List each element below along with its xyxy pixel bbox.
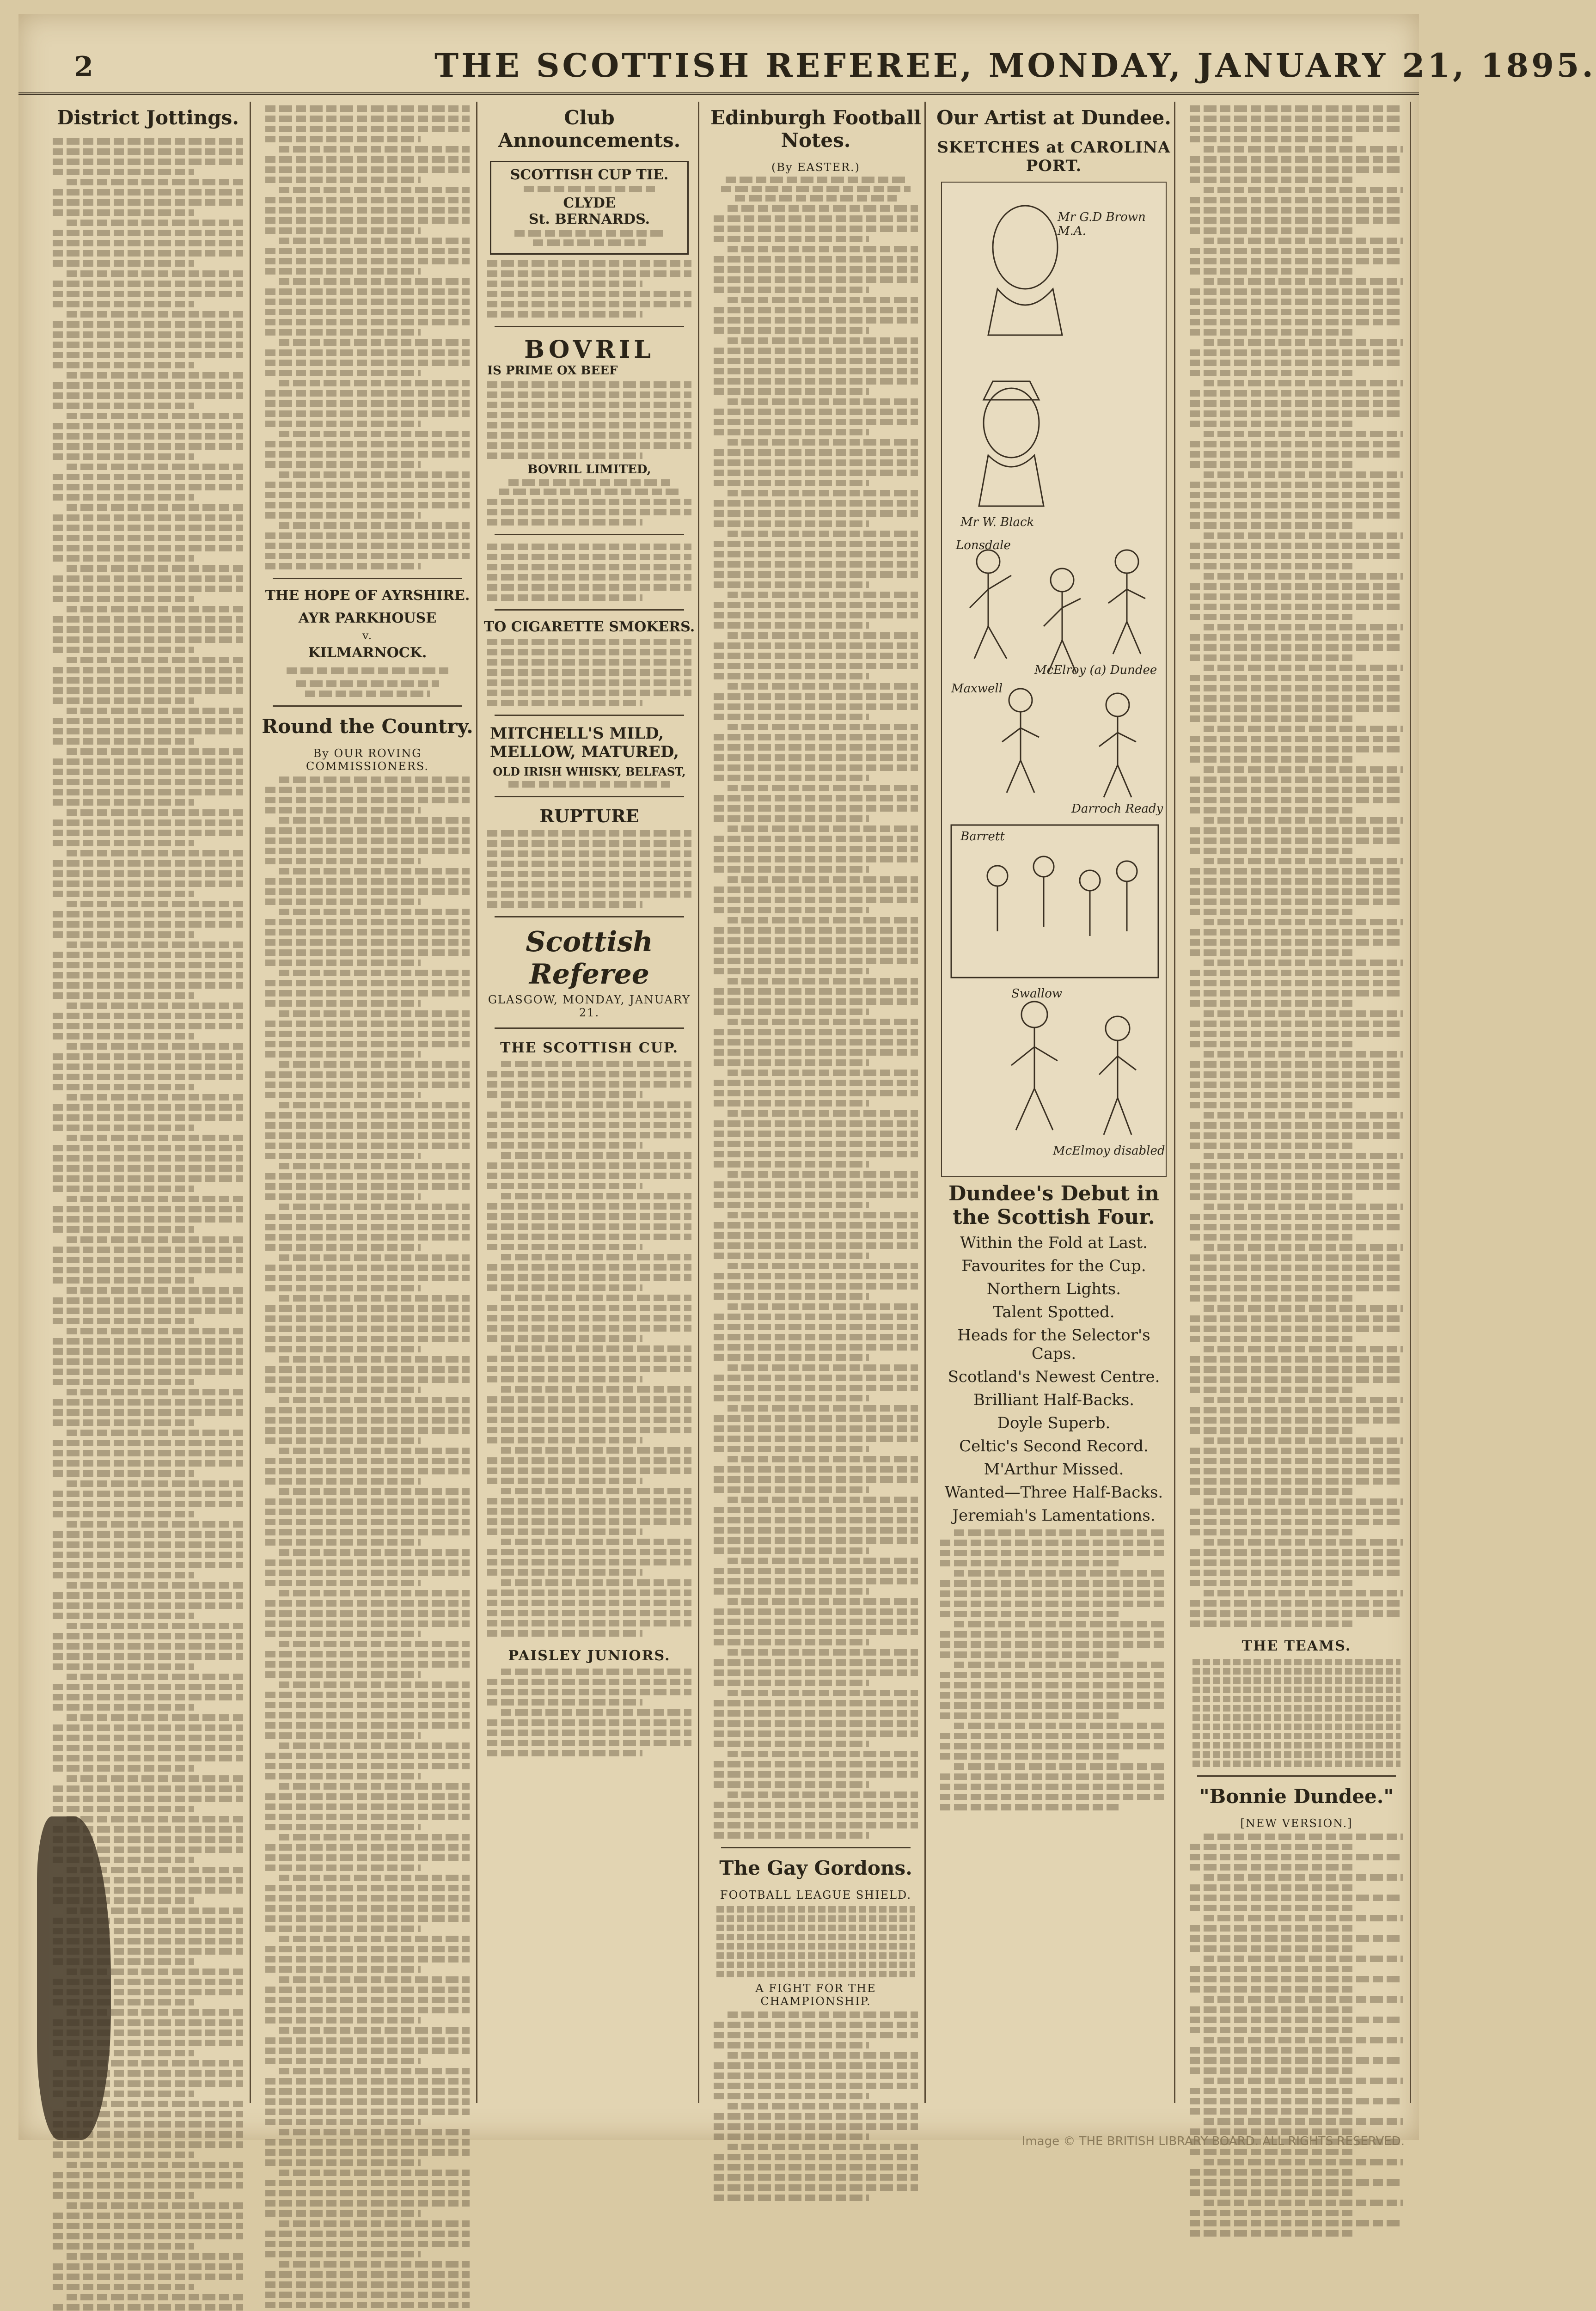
copyright-footer: Image © THE BRITISH LIBRARY BOARD. ALL RIGHTS RESERVED. bbox=[1021, 2134, 1405, 2148]
cigarette-advert bbox=[481, 619, 698, 706]
ayr-match-advert bbox=[259, 587, 476, 697]
sketch-label: Mr W. Black bbox=[960, 515, 1034, 529]
newspaper-page bbox=[18, 14, 1596, 2140]
cup-tie-advert bbox=[490, 161, 689, 255]
teams-table bbox=[1192, 1659, 1400, 1767]
subheading: M'Arthur Missed. bbox=[984, 1460, 1124, 1479]
subheading: Heads for the Selector's Caps. bbox=[957, 1326, 1150, 1363]
divider bbox=[273, 705, 462, 707]
newspaper-title: THE SCOTTISH REFEREE, MONDAY, JANUARY 21, 1895. bbox=[434, 46, 1596, 85]
bovril-advert bbox=[481, 336, 698, 526]
column-edinburgh-notes bbox=[707, 102, 926, 2103]
league-shield-table bbox=[716, 1906, 915, 1977]
column-round-the-country bbox=[259, 102, 477, 2103]
round-the-country-body bbox=[259, 776, 476, 2311]
ad-club: KILMARNOCK. bbox=[308, 645, 427, 661]
scottish-cup-leader-body bbox=[481, 1061, 698, 1637]
rupture-advert bbox=[481, 806, 698, 908]
editorial-dateline: GLASGOW, MONDAY, JANUARY 21. bbox=[488, 993, 691, 1019]
district-jottings-heading: District Jottings. bbox=[57, 106, 239, 129]
round-the-country-heading: Round the Country. bbox=[262, 715, 473, 738]
bonnie-dundee-verse bbox=[1183, 1834, 1410, 2237]
subheading: Within the Fold at Last. bbox=[960, 1234, 1148, 1252]
dundee-continued-body bbox=[1183, 105, 1410, 1627]
subheading: Wanted—Three Half-Backs. bbox=[944, 1483, 1163, 1502]
artist-at-dundee-heading: Our Artist at Dundee. bbox=[936, 106, 1171, 129]
subheading: Scotland's Newest Centre. bbox=[948, 1368, 1160, 1386]
sketch-label: Lonsdale bbox=[956, 538, 1011, 552]
sketch-label: Barrett bbox=[960, 830, 1005, 844]
sketch-label: McElmoy disabled bbox=[1053, 1144, 1165, 1158]
sketch-label: Swallow bbox=[1011, 987, 1063, 1001]
match-report-body bbox=[259, 105, 476, 569]
carolina-port-sketches bbox=[941, 182, 1167, 1177]
club-announcements-heading: Club Announcements. bbox=[498, 106, 681, 152]
gay-gordons-heading: The Gay Gordons. bbox=[719, 1857, 912, 1879]
column-club-announcements bbox=[481, 102, 699, 2103]
sketch-drawing bbox=[942, 183, 1168, 1176]
paisley-juniors-heading: PAISLEY JUNIORS. bbox=[508, 1648, 671, 1664]
bovril-title: BOVRIL bbox=[524, 336, 654, 364]
sketch-label: Mr G.D Brown M.A. bbox=[1058, 210, 1146, 238]
column-district-jottings bbox=[46, 102, 251, 2103]
scottish-cup-leader-heading: THE SCOTTISH CUP. bbox=[500, 1040, 679, 1056]
whisky-subtitle: OLD IRISH WHISKY, BELFAST, bbox=[493, 765, 686, 778]
whisky-title: MITCHELL'S MILD, MELLOW, MATURED, bbox=[490, 724, 679, 761]
bonnie-dundee-subtitle: [NEW VERSION.] bbox=[1240, 1817, 1353, 1830]
ad-title: THE HOPE OF AYRSHIRE. bbox=[265, 587, 470, 604]
column-artist-at-dundee bbox=[934, 102, 1175, 2103]
bonnie-dundee-heading: "Bonnie Dundee." bbox=[1199, 1785, 1394, 1808]
edinburgh-notes-heading: Edinburgh Football Notes. bbox=[710, 106, 921, 152]
editorial-masthead bbox=[481, 926, 698, 1056]
subheading: Jeremiah's Lamentations. bbox=[952, 1506, 1156, 1525]
column-dundee-continued bbox=[1183, 102, 1411, 2103]
page-number: 2 bbox=[74, 51, 93, 83]
referee-logo: Scottish Referee bbox=[526, 926, 653, 990]
championship-heading: A FIGHT FOR THE CHAMPIONSHIP. bbox=[755, 1982, 876, 2008]
dundee-subheadings bbox=[934, 1234, 1174, 1525]
bovril-subtitle: IS PRIME OX BEEF bbox=[487, 364, 618, 378]
divider bbox=[273, 578, 462, 579]
dundee-debut-headline: Dundee's Debut in the Scottish Four. bbox=[948, 1182, 1159, 1229]
paper-damage bbox=[37, 1816, 111, 2140]
ad-vs: v. bbox=[362, 629, 373, 642]
edinburgh-notes-body bbox=[707, 205, 924, 1839]
whisky-advert bbox=[481, 724, 698, 788]
league-shield-heading: FOOTBALL LEAGUE SHIELD. bbox=[720, 1889, 912, 1901]
sketch-caption: SKETCHES at CAROLINA PORT. bbox=[937, 138, 1171, 175]
subheading: Celtic's Second Record. bbox=[959, 1437, 1149, 1455]
sketch-label: Darroch Ready bbox=[1071, 802, 1163, 816]
round-the-country-byline: By OUR ROVING COMMISSIONERS. bbox=[306, 747, 429, 773]
subheading: Brilliant Half-Backs. bbox=[973, 1391, 1135, 1409]
subheading: Doyle Superb. bbox=[997, 1414, 1111, 1432]
subheading: Talent Spotted. bbox=[993, 1303, 1115, 1321]
cup-tie-title: SCOTTISH CUP TIE. bbox=[510, 167, 669, 183]
masthead bbox=[18, 32, 1596, 95]
dundee-report-body bbox=[934, 1529, 1174, 1810]
subheading: Northern Lights. bbox=[986, 1280, 1121, 1298]
edinburgh-notes-byline: (By EASTER.) bbox=[771, 161, 861, 174]
bovril-ltd: BOVRIL LIMITED, bbox=[527, 463, 651, 477]
subheading: Favourites for the Cup. bbox=[961, 1257, 1146, 1275]
ad-place: AYR PARKHOUSE bbox=[298, 610, 437, 626]
cup-tie-team-1: CLYDE bbox=[563, 195, 616, 211]
sketch-label: McElroy (a) Dundee bbox=[1034, 663, 1157, 677]
sketch-label: Maxwell bbox=[951, 682, 1003, 696]
rupture-title: RUPTURE bbox=[539, 806, 639, 826]
cup-tie-team-2: St. BERNARDS. bbox=[528, 211, 650, 227]
teams-heading: THE TEAMS. bbox=[1241, 1638, 1351, 1654]
cigarette-title: TO CIGARETTE SMOKERS. bbox=[483, 619, 695, 635]
